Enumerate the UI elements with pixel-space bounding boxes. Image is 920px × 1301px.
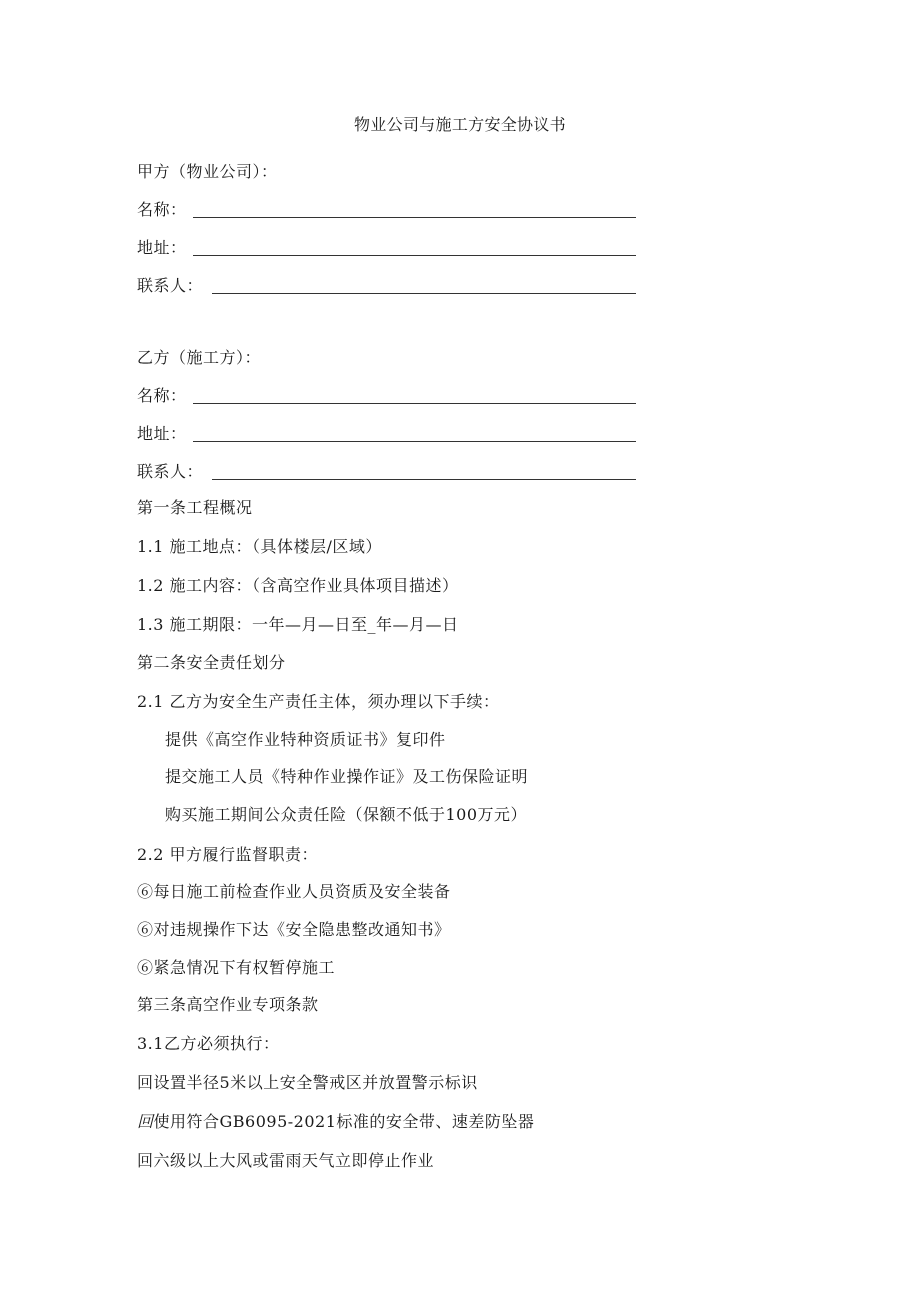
party-b-name-label: 名称：	[137, 386, 187, 405]
article-2-heading: 第二条安全责任划分	[137, 653, 286, 672]
party-a-contact-field[interactable]	[212, 293, 636, 294]
party-b-contact-label: 联系人：	[137, 462, 204, 481]
article-3-item	[137, 1112, 534, 1132]
checkbox-mark-icon: 回	[137, 1112, 154, 1131]
party-b-heading: 乙方（施工方）：	[137, 348, 262, 367]
article-2-clause-1: 2.1 乙方为安全生产责任主体，须办理以下手续：	[137, 692, 500, 711]
article-2-clause-2-item: ⑥每日施工前检查作业人员资质及安全装备	[137, 882, 451, 901]
article-2-clause-2-item: ⑥对违规操作下达《安全隐患整改通知书》	[137, 920, 451, 939]
article-1-item: 1.3 施工期限：一年—月—日至_年—月—日	[137, 615, 459, 634]
article-2-clause-1-item: 提供《高空作业特种资质证书》复印件	[165, 730, 446, 749]
party-b-address-field[interactable]	[193, 441, 636, 442]
checkbox-mark-icon: 回	[137, 1151, 154, 1170]
party-a-address-field[interactable]	[193, 255, 636, 256]
article-3-item-text: 设置半径5米以上安全警戒区并放置警示标识	[153, 1073, 478, 1092]
article-3-item	[137, 1073, 478, 1093]
article-2-clause-2-item: ⑥紧急情况下有权暂停施工	[137, 958, 336, 977]
article-2-clause-1-item: 购买施工期间公众责任险（保额不低于100万元）	[165, 805, 528, 824]
checkbox-mark-icon: 回	[137, 1073, 154, 1092]
article-1-item: 1.1 施工地点：（具体楼层/区域）	[137, 537, 382, 556]
document-title: 物业公司与施工方安全协议书	[354, 115, 566, 134]
article-3-clause-1: 3.1乙方必须执行：	[137, 1034, 280, 1053]
party-a-name-label: 名称：	[137, 200, 187, 219]
article-1-heading: 第一条工程概况	[137, 498, 253, 517]
party-b-contact-field[interactable]	[212, 479, 636, 480]
article-3-item	[137, 1151, 434, 1171]
article-2-clause-1-item: 提交施工人员《特种作业操作证》及工伤保险证明	[165, 767, 529, 786]
party-a-name-field[interactable]	[193, 217, 636, 218]
party-b-name-field[interactable]	[193, 403, 636, 404]
party-a-contact-label: 联系人：	[137, 276, 204, 295]
article-2-clause-2: 2.2 甲方履行监督职责：	[137, 845, 319, 864]
party-a-address-label: 地址：	[137, 238, 187, 257]
article-3-item-text: 六级以上大风或雷雨天气立即停止作业	[153, 1151, 435, 1170]
article-1-item: 1.2 施工内容：（含高空作业具体项目描述）	[137, 576, 459, 595]
party-b-address-label: 地址：	[137, 424, 187, 443]
article-3-item-text: 使用符合GB6095-2021标准的安全带、速差防坠器	[153, 1112, 535, 1131]
article-3-heading: 第三条高空作业专项条款	[137, 995, 319, 1014]
party-a-heading: 甲方（物业公司）：	[137, 162, 278, 181]
